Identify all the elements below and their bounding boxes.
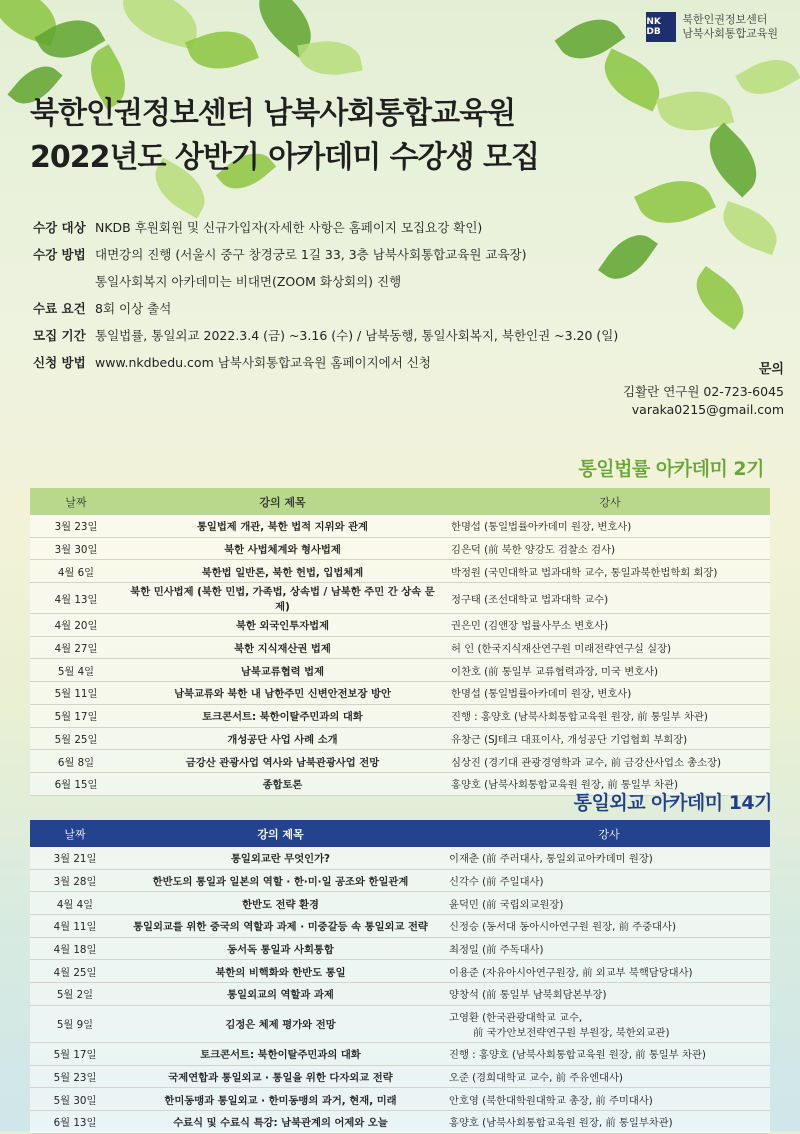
table-header <box>30 488 770 515</box>
row-date: 3월 23일 <box>30 515 122 537</box>
row-date: 5월 17일 <box>30 1042 120 1065</box>
row-title: 북한 외국인투자법제 <box>122 614 443 637</box>
table-row <box>30 614 770 637</box>
row-date: 6월 13일 <box>30 1110 120 1133</box>
info-row <box>33 241 633 268</box>
title-line2: 2022년도 상반기 아카데미 수강생 모집 <box>30 140 539 175</box>
contact-email[interactable]: varaka0215@gmail.com <box>631 402 784 417</box>
table-row <box>30 915 770 938</box>
table-row <box>30 960 770 983</box>
row-title: 북한의 비핵화와 한반도 통일 <box>120 960 441 983</box>
row-lecturer-line1: 고영환 (한국관광대학교 교수, <box>449 1011 583 1024</box>
row-lecturer: 신각수 (前 주일대사) <box>441 869 770 892</box>
row-title: 남북교류협력 법제 <box>122 659 443 682</box>
row-lecturer: 한명섭 (통일법률아카데미 원장, 변호사) <box>443 682 770 705</box>
row-lecturer: 이찬호 (前 통일부 교류협력과장, 미국 변호사) <box>443 659 770 682</box>
row-title: 통일외교를 위한 중국의 역할과 과제 · 미중갈등 속 통일외교 전략 <box>120 915 441 938</box>
table-row <box>30 515 770 537</box>
table-row <box>30 704 770 727</box>
logo-mark: NK DB <box>646 12 676 42</box>
row-title: 통일법제 개관, 북한 법적 지위와 관계 <box>122 515 443 537</box>
row-title: 개성공단 사업 사례 소개 <box>122 727 443 750</box>
row-date: 3월 28일 <box>30 869 120 892</box>
row-lecturer: 권은민 (김앤장 법률사무소 변호사) <box>443 614 770 637</box>
row-date: 4월 6일 <box>30 560 122 583</box>
header-title: 강의 제목 <box>122 488 443 515</box>
info-value: 대면강의 진행 (서울시 중구 창경궁로 1길 33, 3층 남북사회통합교육원 교육장) <box>95 247 527 262</box>
row-title: 북한 지식재산권 법제 <box>122 636 443 659</box>
section2-title: 통일외교 아카데미 14기 <box>573 792 772 814</box>
info-row <box>33 295 633 322</box>
table-row <box>30 1065 770 1088</box>
table-row <box>30 560 770 583</box>
row-date: 5월 9일 <box>30 1005 120 1042</box>
table-row <box>30 1110 770 1133</box>
row-date: 4월 18일 <box>30 937 120 960</box>
row-date: 4월 25일 <box>30 960 120 983</box>
row-lecturer: 안호영 (북한대학원대학교 총장, 前 주미대사) <box>441 1088 770 1111</box>
row-title: 북한법 일반론, 북한 헌법, 입법체계 <box>122 560 443 583</box>
table-row <box>30 727 770 750</box>
row-date: 5월 17일 <box>30 704 122 727</box>
row-lecturer: 진행 : 홍양호 (남북사회통합교육원 원장, 前 통일부 차관) <box>441 1042 770 1065</box>
row-lecturer: 김은덕 (前 북한 양강도 검찰소 검사) <box>443 537 770 560</box>
row-date: 5월 25일 <box>30 727 122 750</box>
table-row <box>30 1088 770 1111</box>
info-list <box>33 214 633 376</box>
row-date: 3월 21일 <box>30 847 120 869</box>
info-key: 수료 요건 <box>33 301 86 316</box>
header-date: 날짜 <box>30 820 120 847</box>
row-date: 4월 11일 <box>30 915 120 938</box>
diplomacy-academy-table <box>30 820 770 1134</box>
contact-title: 문의 <box>758 362 784 377</box>
table-row <box>30 583 770 614</box>
info-value: 통일법률, 통일외교 2022.3.4 (금) ~3.16 (수) / 남북동행, 통일사회복지, 북한인권 ~3.20 (일) <box>95 328 619 343</box>
row-lecturer: 진행 : 홍양호 (남북사회통합교육원 원장, 前 통일부 차관) <box>443 704 770 727</box>
row-lecturer: 유창근 (SJ테크 대표이사, 개성공단 기업협회 부회장) <box>443 727 770 750</box>
table-row <box>30 636 770 659</box>
table-row <box>30 750 770 773</box>
title-line1: 북한인권정보센터 남북사회통합교육원 <box>30 96 516 131</box>
row-title: 금강산 관광사업 역사와 남북관광사업 전망 <box>122 750 443 773</box>
row-title: 북한 민사법제 (북한 민법, 가족법, 상속법 / 남북한 주민 간 상속 문제) <box>122 583 443 614</box>
row-title: 남북교류와 북한 내 남한주민 신변안전보장 방안 <box>122 682 443 705</box>
logo-line1: 북한인권정보센터 <box>682 13 768 26</box>
row-title: 한반도의 통일과 일본의 역할 · 한·미·일 공조와 한일관계 <box>120 869 441 892</box>
info-value: www.nkdbedu.com 남북사회통합교육원 홈페이지에서 신청 <box>95 355 431 370</box>
row-lecturer: 윤덕민 (前 국립외교원장) <box>441 892 770 915</box>
row-title: 한반도 전략 환경 <box>120 892 441 915</box>
table-row <box>30 892 770 915</box>
row-lecturer: 홍양호 (남북사회통합교육원 원장, 前 통일부 차관) <box>443 772 770 795</box>
table-header <box>30 820 770 847</box>
table-row <box>30 847 770 869</box>
info-row <box>33 322 633 349</box>
info-value: 통일사회복지 아카데미는 비대면(ZOOM 화상회의) 진행 <box>95 274 402 289</box>
info-row <box>33 349 633 376</box>
header-title: 강의 제목 <box>120 820 441 847</box>
row-lecturer: 허 인 (한국지식재산연구원 미래전략연구실 실장) <box>443 636 770 659</box>
row-title: 통일외교의 역할과 과제 <box>120 983 441 1006</box>
nkdb-logo <box>646 12 778 42</box>
row-title: 국제연합과 통일외교 · 통일을 위한 다자외교 전략 <box>120 1065 441 1088</box>
info-key: 모집 기간 <box>33 328 86 343</box>
info-key <box>33 268 95 295</box>
row-lecturer: 이용준 (자유아시아연구원장, 前 외교부 북핵담당대사) <box>441 960 770 983</box>
row-date: 5월 2일 <box>30 983 120 1006</box>
row-date: 3월 30일 <box>30 537 122 560</box>
row-date: 5월 11일 <box>30 682 122 705</box>
page-title <box>30 92 650 180</box>
logo-line2: 남북사회통합교육원 <box>682 27 778 40</box>
header-lecturer: 강사 <box>441 820 770 847</box>
section1-title: 통일법률 아카데미 2기 <box>578 458 764 480</box>
row-date: 5월 4일 <box>30 659 122 682</box>
header-lecturer: 강사 <box>443 488 770 515</box>
info-row <box>33 214 633 241</box>
row-title: 한미동맹과 통일외교 · 한미동맹의 과거, 현재, 미래 <box>120 1088 441 1111</box>
row-title: 토크콘서트: 북한이탈주민과의 대화 <box>120 1042 441 1065</box>
row-title: 종합토론 <box>122 772 443 795</box>
row-title: 토크콘서트: 북한이탈주민과의 대화 <box>122 704 443 727</box>
header-date: 날짜 <box>30 488 122 515</box>
table-row <box>30 1005 770 1042</box>
row-date: 5월 23일 <box>30 1065 120 1088</box>
info-key: 수강 방법 <box>33 247 86 262</box>
row-date: 6월 15일 <box>30 772 122 795</box>
row-lecturer: 이재춘 (前 주러대사, 통일외교아카데미 원장) <box>441 847 770 869</box>
info-value: 8회 이상 출석 <box>95 301 172 316</box>
contact-person: 김활란 연구원 02-723-6045 <box>623 384 784 399</box>
row-date: 5월 30일 <box>30 1088 120 1111</box>
row-lecturer: 박정원 (국민대학교 법과대학 교수, 통일과북한법학회 회장) <box>443 560 770 583</box>
row-lecturer: 오준 (경희대학교 교수, 前 주유엔대사) <box>441 1065 770 1088</box>
row-title: 수료식 및 수료식 특강: 남북관계의 어제와 오늘 <box>120 1110 441 1133</box>
contact-box <box>623 361 784 419</box>
table-row <box>30 682 770 705</box>
info-row <box>33 268 633 295</box>
row-date: 4월 13일 <box>30 583 122 614</box>
row-lecturer: 홍양호 (남북사회통합교육원 원장, 前 통일부차관) <box>441 1110 770 1133</box>
row-lecturer-line2: 前 국가안보전략연구원 부원장, 북한외교관) <box>473 1026 670 1039</box>
row-lecturer: 최정일 (前 주독대사) <box>441 937 770 960</box>
row-title: 북한 사법체계와 형사법제 <box>122 537 443 560</box>
table-row <box>30 659 770 682</box>
table-row <box>30 983 770 1006</box>
row-lecturer: 양창석 (前 통일부 남북회담본부장) <box>441 983 770 1006</box>
row-lecturer <box>441 1005 770 1042</box>
row-date: 4월 27일 <box>30 636 122 659</box>
info-key: 수강 대상 <box>33 220 86 235</box>
row-lecturer: 심상진 (경기대 관광경영학과 교수, 前 금강산사업소 총소장) <box>443 750 770 773</box>
row-title: 김정은 체제 평가와 전망 <box>120 1005 441 1042</box>
row-lecturer: 신정승 (동서대 동아시아연구원 원장, 前 주중대사) <box>441 915 770 938</box>
row-title: 통일외교란 무엇인가? <box>120 847 441 869</box>
law-academy-table <box>30 488 770 796</box>
table-row <box>30 937 770 960</box>
row-title: 동서독 통일과 사회통합 <box>120 937 441 960</box>
row-date: 4월 20일 <box>30 614 122 637</box>
row-lecturer: 한명섭 (통일법률아카데미 원장, 변호사) <box>443 515 770 537</box>
row-lecturer: 정구태 (조선대학교 법과대학 교수) <box>443 583 770 614</box>
row-date: 6월 8일 <box>30 750 122 773</box>
info-value: NKDB 후원회원 및 신규가입자(자세한 사항은 홈페이지 모집요강 확인) <box>95 220 483 235</box>
row-date: 4월 4일 <box>30 892 120 915</box>
table-row <box>30 869 770 892</box>
table-row <box>30 1042 770 1065</box>
info-key: 신청 방법 <box>33 355 86 370</box>
table-row <box>30 537 770 560</box>
